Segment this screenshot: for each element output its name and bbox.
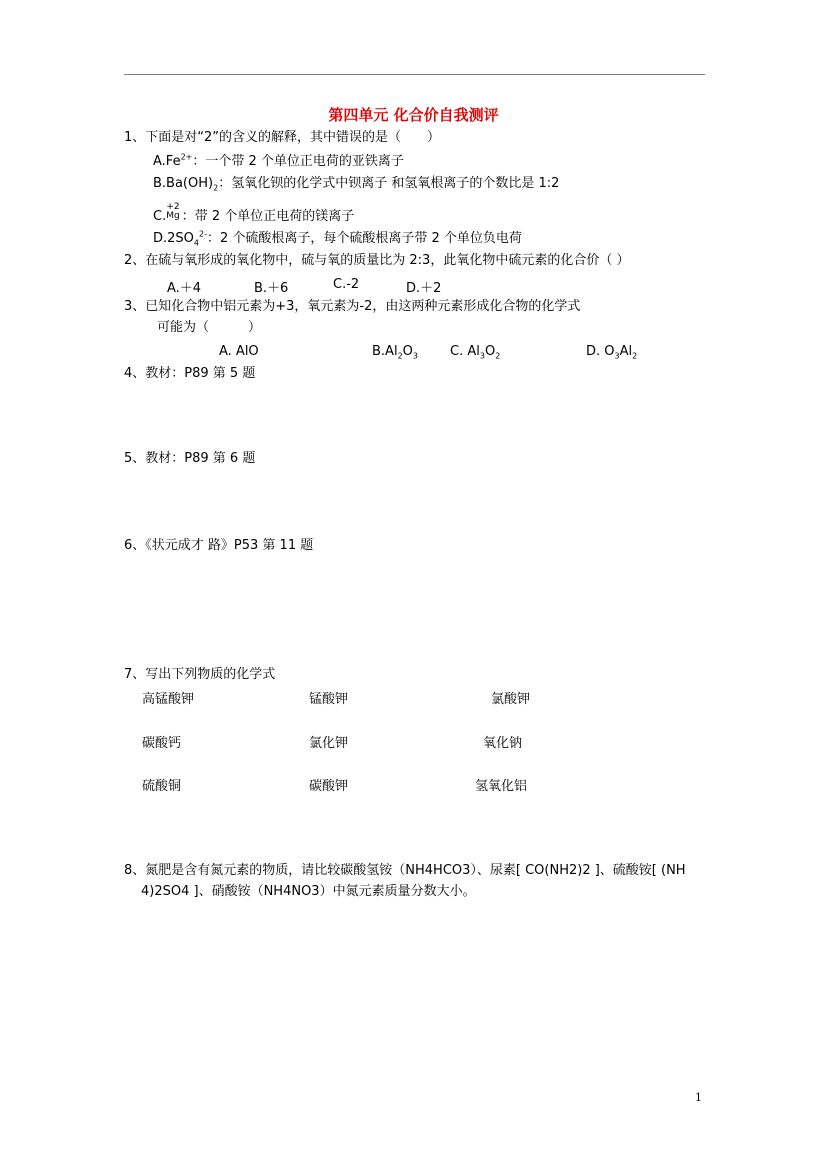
question-3-option-d: D. $O_3Al_2$ <box>586 344 638 361</box>
question-1-stem: 1、下面是对“2”的含义的解释，其中错误的是（ ） <box>124 130 441 145</box>
compound-item: 氯酸钾 <box>491 692 531 707</box>
page-number: 1 <box>695 1091 702 1104</box>
question-2-option-a: A.＋4 <box>167 281 202 296</box>
compound-item: 氧化钠 <box>483 736 523 751</box>
question-3-stem: 3、已知化合物中铝元素为+3，氧元素为-2，由这两种元素形成化合物的化学式 <box>124 299 581 314</box>
question-1-option-b: $B.Ba(OH)_2$：氢氧化钡的化学式中钡离子 和氢氧根离子的个数比是 1:2 <box>153 176 560 193</box>
question-2-option-c: C.-2 <box>333 277 360 292</box>
compound-item: 氢氧化铝 <box>475 779 528 794</box>
compound-item: 氯化钾 <box>309 736 349 751</box>
magnesium-valence-symbol: +2 Mg <box>166 202 180 221</box>
header-rule <box>124 74 705 75</box>
compound-item: 碳酸钾 <box>309 779 349 794</box>
question-6: 6、《状元成才 路》P53 第 11 题 <box>124 538 314 553</box>
question-1-option-d: $D.2SO_4^{2-}$：2 个硫酸根离子，每个硫酸根离子带 2 个单位负电荷 <box>153 229 522 248</box>
question-3-stem-continued: 可能为（ ） <box>157 320 262 335</box>
compound-item: 锰酸钾 <box>309 692 349 707</box>
compound-item: 高锰酸钾 <box>142 692 195 707</box>
question-2-option-d: D.＋2 <box>406 281 442 296</box>
question-2-stem: 2、在硫与氧形成的氧化物中，硫与氧的质量比为 2:3，此氧化物中硫元素的化合价（ ） <box>124 253 630 268</box>
question-4: 4、教材：P89 第 5 题 <box>124 366 256 381</box>
question-2-option-b: B.＋6 <box>254 281 289 296</box>
compound-item: 碳酸钙 <box>142 736 182 751</box>
question-8-line-1: 8、氮肥是含有氮元素的物质，请比较碳酸氢铵（NH4HCO3）、尿素[ CO(NH2)2 ]、硫酸铵[ (NH <box>124 863 686 878</box>
question-5: 5、教材：P89 第 6 题 <box>124 451 256 466</box>
question-3-option-b: $B.Al_2O_3$ <box>372 344 418 361</box>
question-8-line-2: 4)2SO4 ]、硝酸铵（NH4NO3）中氮元素质量分数大小。 <box>141 884 476 899</box>
question-7-stem: 7、写出下列物质的化学式 <box>124 667 276 682</box>
page-title: 第四单元 化合价自我测评 <box>328 106 499 124</box>
compound-item: 硫酸铜 <box>142 779 182 794</box>
question-3-option-a: A. AlO <box>219 344 259 359</box>
question-1-option-c: C. +2 Mg ：带 2 个单位正电荷的镁离子 <box>153 202 355 224</box>
question-3-option-c: C. $Al_3O_2$ <box>450 344 501 361</box>
question-1-option-a: $A.Fe^{2+}$：一个带 2 个单位正电荷的亚铁离子 <box>153 152 404 169</box>
